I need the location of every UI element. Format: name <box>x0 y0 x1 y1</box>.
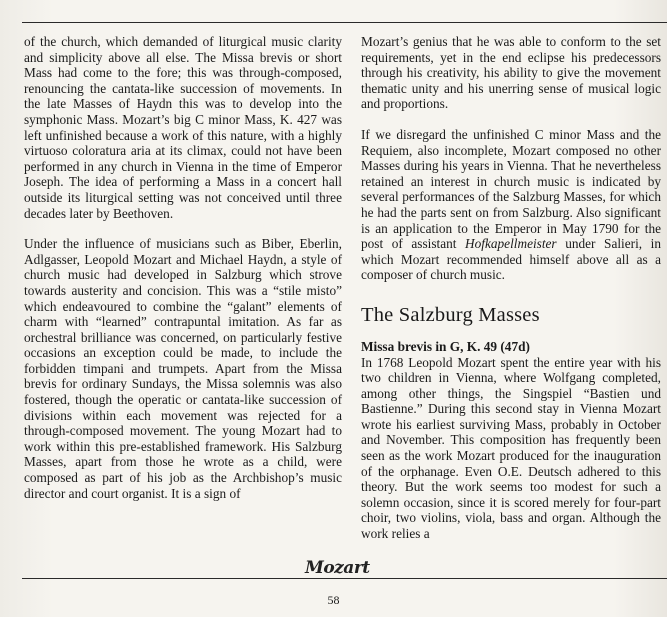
right-paragraph-2-end: under Salieri, in which Mozart recommended himself above all as a composer of church music. <box>361 236 661 283</box>
right-paragraph-2 <box>361 127 661 283</box>
left-column <box>24 34 342 516</box>
right-column <box>361 34 661 542</box>
hofkapellmeister-term: Hofkapellmeister <box>465 236 557 252</box>
left-paragraph-1: of the church, which demanded of liturgical music clarity and simplicity above all else. The Missa brevis or short Mass had come to the fore; this was through-composed, renouncing the cantata-like succession of movements. In the late Masses of Haydn this was to develop into the symphonic Mass. Mozart’s big C minor Mass, K. 427 was left unfinished because a work of this nature, with a highly virtuoso coloratura aria at its climax, could not have been performed in any church in Vienna in the time of Emperor Joseph. The idea of performing a Mass in a concert hall outside its liturgical setting was not conceived until three decades later by Beethoven. <box>24 34 342 221</box>
left-paragraph-2: Under the influence of musicians such as Biber, Eberlin, Adlgasser, Leopold Mozart and Michael Haydn, a style of church music had developed in Salzburg which strove towards austerity and concision. This was a “stile misto” which endeavoured to combine the “galant” elements of charm with “learned” contrapuntal imitation. As far as orchestral brilliance was concerned, on particularly festive occasions an exception could be made, to include the forbidden timpani and trumpets. Apart from the Missa brevis for ordinary Sundays, the Missa solemnis was also fostered, though the operatic or cantata-like succession of divisions within each movement was rejected for a through-composed movement. The young Mozart had to work within this pre-established framework. His Salzburg Masses, apart from those he wrote as a child, were composed as part of his job as the Archbishop’s music director and court organist. It is a sign of <box>24 236 342 501</box>
section-heading: The Salzburg Masses <box>361 303 540 326</box>
right-paragraph-2-start: If we disregard the unfinished C minor Mass and the Requiem, also incomplete, Mozart composed no other Masses during his years in Vienna. That he nevertheless retained an interest in church music is indicated by several performances of the Salzburg Masses, for which he had the parts sent on from Salzburg. Also significant is an application to the Emperor in May 1790 for the post of assistant <box>361 126 661 252</box>
page-number: 58 <box>327 593 340 607</box>
right-paragraph-3: In 1768 Leopold Mozart spent the entire year with his two children in Vienna, where Wolfgang completed, among other things, the Singspiel “Bastien und Bastienne.” During this second stay in Vienna Mozart wrote his earliest surviving Mass, probably in October and November. This composition has frequently been seen as the work Mozart produced for the inauguration of the orphanage. Even O.E. Deutsch adhered to this theory. But the work seems too modest for such a solemn occasion, since it is scored merely for four-part choir, two violins, viola, bass and organ. Although the work relies a <box>361 354 661 542</box>
top-rule <box>22 22 667 23</box>
right-paragraph-1: Mozart’s genius that he was able to conform to the set requirements, yet in the end eclipse his predecessors through his creativity, his ability to give the movement thematic unity and his unerring sense of musical logic and proportions. <box>361 34 661 112</box>
work-heading: Missa brevis in G, K. 49 (47d) <box>361 338 530 354</box>
bottom-rule <box>22 578 667 579</box>
mozart-signature: Mozart <box>305 558 370 578</box>
